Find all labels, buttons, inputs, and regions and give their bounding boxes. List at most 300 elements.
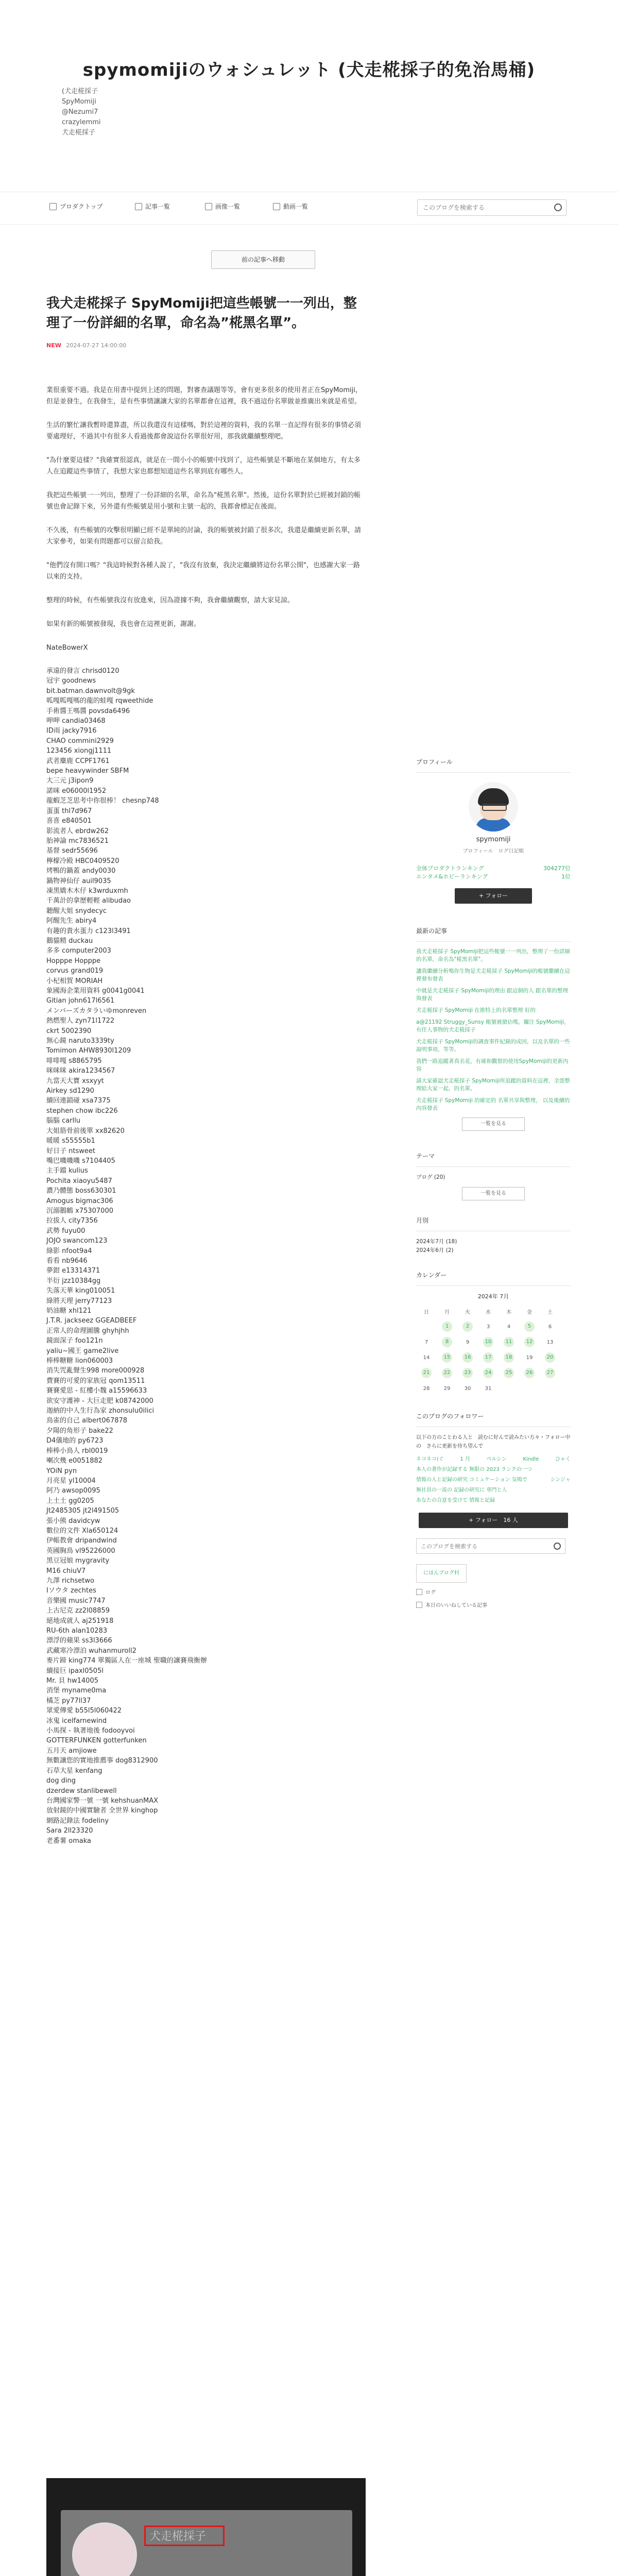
follow-button-2[interactable]: + フォロー 16 人 — [419, 1513, 568, 1528]
name-list-item: 檸檬冷殿 HBC0409520 — [46, 857, 119, 865]
name-list-item: 象國海企業用資料 g0041g0041 — [46, 987, 145, 995]
name-list-item: 黑豆冠娘 mygravity — [46, 1557, 110, 1565]
paragraph: "為什麼要這樣？"我確實很認真，就是在一間小小的帳號中找到了，這些帳號是不斷地在某個地方，有太多人在追蹤這些事情了，我想大家也都想知道這些名單到底有哪些人。 — [46, 456, 360, 476]
calendar-day[interactable] — [437, 1319, 457, 1334]
calendar-day — [540, 1381, 560, 1396]
calendar-day-number: 17 — [483, 1352, 493, 1363]
list-header: NateBowerX — [46, 644, 88, 652]
nav-item-images[interactable] — [205, 202, 240, 211]
nav-item-label: プロダクトップ — [60, 203, 103, 210]
calendar-day-number: 12 — [524, 1337, 535, 1347]
follower-link[interactable]: Kindle — [523, 1456, 539, 1462]
name-list-item: 九當天大寶 xsxyyt — [46, 1077, 104, 1085]
ranking-labels[interactable]: 全体プロダクトランキング エンタメ&ホビーランキング — [416, 865, 488, 880]
name-list-item: 沉溺鵝鶴 x75307000 — [46, 1207, 113, 1215]
name-list-item: RU-6th alan10283 — [46, 1627, 108, 1635]
name-list-item: 五月天 amjiowe — [46, 1747, 97, 1755]
nav-item-label: 動画一覧 — [283, 203, 308, 210]
archive-link[interactable]: 2024年6月 (2) — [416, 1247, 454, 1253]
name-list-item: 失落天華 king010051 — [46, 1287, 115, 1295]
name-list-item: Jt2485305 jt2l491505 — [46, 1507, 119, 1515]
calendar-day — [540, 1334, 560, 1350]
calendar-day-number: 15 — [442, 1352, 452, 1363]
name-list-item: dzerdew stanlibewell — [46, 1787, 117, 1795]
new-badge: NEW — [46, 342, 61, 349]
name-list-item: 續回連鎖碰 xsa7375 — [46, 1097, 111, 1105]
name-list-item: 影流者人 ebrdw262 — [46, 827, 109, 835]
calendar-day-number: 28 — [423, 1385, 430, 1392]
calendar-day[interactable] — [457, 1319, 478, 1334]
ranking-values: 304277位 1位 — [543, 865, 571, 880]
calendar-day[interactable] — [457, 1350, 478, 1365]
checkbox-label: 本日のいいねしている記事 — [425, 1603, 487, 1608]
site-desc-line: (犬走椛採子 — [62, 88, 98, 95]
avatar-glasses — [482, 804, 507, 811]
name-list-item: Tomimon AHW8930l1209 — [46, 1047, 131, 1055]
name-list — [46, 666, 366, 1846]
name-list-item: 諾咪 e06000l1952 — [46, 787, 107, 795]
calendar-month: 2024年 7月 — [477, 1293, 509, 1300]
name-list-item: Pochita xiaoyu5487 — [46, 1177, 112, 1185]
name-list-item: 棒棒糖糖 lion060003 — [46, 1357, 113, 1365]
nav-item-top[interactable] — [49, 202, 103, 211]
name-list-item: 冠宇 goodnews — [46, 677, 96, 685]
recent-post-link[interactable]: 我們一路追蹤著真名花，有確和觀察的使用SpyMomiji的更新內容 — [416, 1058, 569, 1072]
name-list-item: YOiN pyn — [46, 1467, 77, 1475]
recent-post-link[interactable]: 中就是犬走椛採子 SpyMomiji的理由 跟這個的人 跟名單的整理與發表 — [416, 988, 569, 1002]
calendar-day-number: 26 — [524, 1368, 535, 1378]
name-list-item: Iソウタ zechtes — [46, 1587, 96, 1595]
name-list-item: 數位的文件 Xla650124 — [46, 1527, 118, 1535]
checkbox-label: ログ — [425, 1590, 436, 1596]
name-list-item: 手術醬王嗎醬 povsda6496 — [46, 707, 130, 715]
calendar-day-number: 22 — [442, 1368, 452, 1378]
blogmura-badge[interactable]: にほんブログ村 — [416, 1564, 467, 1583]
calendar-day-label: 水 — [486, 1309, 491, 1315]
ranking-counts — [416, 865, 571, 881]
calendar-day-number: 11 — [504, 1337, 514, 1347]
name-list-item: ckrt 5002390 — [46, 1027, 92, 1035]
calendar-day-label: 木 — [506, 1309, 511, 1315]
name-list-item: 放射鏡的中國實驗者 全世界 kinghop — [46, 1807, 158, 1815]
more-button[interactable]: 一覧を見る — [462, 1117, 525, 1131]
avatar[interactable] — [469, 782, 518, 832]
name-list-item: 阿醒先生 abiry4 — [46, 917, 97, 925]
checkbox-row[interactable] — [416, 1588, 571, 1596]
chat-username: 犬走椛採子 — [149, 2530, 207, 2543]
paragraph: 業很重要不過。我是在用書中提到上述的問題，對審查議題等等，會有更多很多的使用者正在SpyMomiji，但是並發生，在我發生，是有些事情讓讓大家的名單都會在這裡，我不過這份名單做並推廣出來就是希望。 — [46, 386, 362, 405]
calendar-day[interactable] — [519, 1334, 540, 1350]
calendar-day — [416, 1319, 437, 1334]
calendar-day-number: 24 — [483, 1368, 493, 1378]
calendar-day[interactable] — [416, 1365, 437, 1381]
name-list-item: 音樂國 music7747 — [46, 1597, 106, 1605]
name-list-item: 無數讓您的實地推薦事 dog8312900 — [46, 1757, 158, 1765]
name-list-item: 鏡面深子 foo121n — [46, 1337, 103, 1345]
calendar-day-label: 金 — [527, 1309, 532, 1315]
header-search — [417, 199, 566, 216]
divider — [416, 772, 571, 773]
divider — [416, 1285, 571, 1286]
calendar-day — [519, 1381, 540, 1396]
site-description — [0, 87, 618, 138]
name-list-item: 消堡 myname0ma — [46, 1687, 107, 1695]
article — [46, 294, 366, 1846]
calendar-day[interactable] — [499, 1350, 519, 1365]
name-list-item: 冰鬼 icelfarnewind — [46, 1717, 107, 1725]
name-list-item: 有趣的貴水蛋力 c123l3491 — [46, 927, 131, 935]
calendar-day[interactable] — [457, 1365, 478, 1381]
recent-post-link[interactable]: 犬走椛採子 SpyMomiji 的確定的 名單共享與整理， 以及後續的內容發表 — [416, 1097, 570, 1111]
name-list-item: 消失咒亂聲生998 more000928 — [46, 1367, 145, 1375]
name-list-item: 棒棒小鳥人 rbl0019 — [46, 1447, 108, 1455]
calendar-day — [416, 1350, 437, 1365]
name-list-item: JOJO swancom123 — [46, 1237, 108, 1245]
follow-button[interactable]: + フォロー — [455, 888, 532, 904]
follower-link[interactable]: ネコネコ(ぐ — [416, 1456, 444, 1462]
name-list-item: 欲安守護神 - 大巨走肥 k08742000 — [46, 1397, 153, 1405]
name-list-item: 武者麋鹿 CCPF1761 — [46, 757, 110, 765]
name-list-item: J.T.R. jackseez GGEADBEEF — [46, 1317, 137, 1325]
paragraph: 不久後，有些帳號的攻擊很明顯已經不是單純的討論，我的帳號被封鎖了很多次，我還是繼續更新名單，請大家參考，如果有問題都可以留言給我。 — [46, 527, 362, 546]
top-nav — [0, 192, 618, 225]
list-icon — [135, 203, 142, 210]
name-list-item: 鵝貓精 duckau — [46, 937, 93, 945]
divider — [416, 941, 571, 942]
name-list-item: D4儀地的 py6723 — [46, 1437, 104, 1445]
calendar-day — [478, 1381, 499, 1396]
nav-item-label: 記事一覧 — [145, 203, 170, 210]
widget-title: 最新の記事 — [416, 927, 448, 935]
name-list-item: 絕地成就人 aj251918 — [46, 1617, 114, 1625]
name-list-item: 阿乃 awsop0095 — [46, 1487, 100, 1495]
calendar-day — [499, 1381, 519, 1396]
name-list-item: Mr. 貝 hw14005 — [46, 1677, 98, 1685]
calendar-day-number: 7 — [424, 1339, 428, 1345]
calendar-day-number: 10 — [483, 1337, 493, 1347]
name-list-item: 賽賽愛思 - 紅樓小魏 a15596633 — [46, 1387, 147, 1395]
name-list-item: 拉拔人 city7356 — [46, 1217, 98, 1225]
follower-link[interactable]: 1 月 — [460, 1456, 470, 1462]
calendar-day[interactable] — [519, 1365, 540, 1381]
name-list-item: 眾愛傳愛 b55l5l060422 — [46, 1707, 122, 1715]
recent-post-link[interactable]: 犬走椛採子 SpyMomiji的調查事件紀錄的成因，以及名單的一些說明事項，等等。 — [416, 1039, 570, 1053]
name-list-item: 月亮星 yl10004 — [46, 1477, 96, 1485]
nav-item-articles[interactable] — [135, 202, 170, 211]
calendar-day-number: 1 — [442, 1321, 452, 1332]
post-date: 2024-07-27 14:00:00 — [66, 342, 127, 349]
calendar-day-number: 20 — [545, 1352, 555, 1363]
site-desc-line: SpyMomiji — [62, 98, 96, 106]
name-list-item: 聽醒大姐 snydecyc — [46, 907, 107, 915]
name-list-item: 呷呷 candia03468 — [46, 717, 106, 725]
profile-links[interactable]: プロフィール ログ日記帳 — [462, 849, 524, 854]
follower-link[interactable]: ひゃく — [555, 1456, 571, 1462]
name-list-item: 鳥雀的自己 albert067878 — [46, 1417, 128, 1425]
calendar-day-number: 27 — [545, 1368, 555, 1378]
follower-link[interactable]: 無社員の一流の 記録の研究に 専門と人 — [416, 1487, 507, 1493]
calendar-day-number: 16 — [462, 1352, 473, 1363]
paragraph: 生活的繁忙讓我暫時還算盡，所以我還沒有這樣嗎，對於這裡的資料，我的名單一直記得有很多的事情必須要處理好，不過其中有很多人看過後都會說這份名單很好用，那我就繼續整理吧。 — [46, 421, 362, 440]
name-list-item: 上土土 gg0205 — [46, 1497, 94, 1505]
name-list-item: 漂浮的蘋果 ss3l3666 — [46, 1637, 112, 1645]
more-button[interactable]: 一覧を見る — [462, 1187, 525, 1200]
name-list-item: 凍黑嬌木木仔 k3wrduxmh — [46, 887, 128, 895]
name-list-item: 夕陽的角形子 bake22 — [46, 1427, 113, 1435]
name-list-item: dog ding — [46, 1777, 76, 1785]
name-list-item: 夢鉗 e13314371 — [46, 1267, 100, 1275]
home-icon — [49, 203, 57, 210]
calendar-day — [540, 1319, 560, 1334]
name-list-item: 基督 sedr55696 — [46, 847, 98, 855]
paragraph: "他們沒有開口嗎？"我這時候對各種人說了，"我沒有放棄，我決定繼續將這份名單公開"，也感謝大家一路以來的支持。 — [46, 562, 360, 581]
calendar-day — [457, 1334, 478, 1350]
site-header — [0, 0, 618, 170]
name-list-item: 腦腦 carllu — [46, 1117, 81, 1125]
calendar-day-number: 6 — [548, 1324, 552, 1330]
name-list-item: 承遠的發言 chrisd0120 — [46, 667, 119, 675]
calendar-day[interactable] — [478, 1334, 499, 1350]
calendar-week-row — [416, 1350, 560, 1365]
name-list-item: 網路記錄法 fodeliny — [46, 1817, 109, 1825]
name-list-item: 半衍 jzz10384gg — [46, 1277, 101, 1285]
checkbox[interactable] — [416, 1589, 422, 1595]
name-list-item: 九澤 richsetwo — [46, 1577, 94, 1585]
widget-title: テーマ — [416, 1153, 435, 1160]
name-list-item: Gitian john617l6561 — [46, 997, 115, 1005]
follower-row — [416, 1466, 571, 1473]
name-list-item: 好日子 ntsweet — [46, 1147, 95, 1155]
search-input[interactable] — [422, 200, 553, 215]
search-icon[interactable] — [554, 204, 562, 211]
calendar-day — [499, 1319, 519, 1334]
name-list-item: 千萬計的拿歷輕輕 alibudao — [46, 897, 131, 905]
widget-title: プロフィール — [416, 758, 453, 766]
follow-text: 以下の方のことわる人と 読むに好んで読みたい方々・フォロー中の さらに更新を待ち望んで — [416, 1435, 571, 1449]
name-list-item: 鍋物神仙仔 auil9035 — [46, 877, 111, 885]
name-list-item: CHAO commini2929 — [46, 737, 114, 745]
calendar-day[interactable] — [499, 1334, 519, 1350]
name-list-item: 濃乃體態 boss630301 — [46, 1187, 116, 1195]
calendar-day-label: 月 — [444, 1309, 450, 1315]
site-desc-line: @Nezumi7 — [62, 108, 98, 116]
prev-article-button[interactable]: 前の記事へ移動 — [211, 250, 315, 269]
name-list-item: 胎神論 mc7836521 — [46, 837, 109, 845]
name-list-item: corvus grand019 — [46, 967, 104, 975]
calendar-day[interactable] — [540, 1365, 560, 1381]
name-list-item: 咪咪咪 akira1234567 — [46, 1067, 115, 1075]
name-list-item: 暖暖 s55555b1 — [46, 1137, 95, 1145]
sidebar-search-input[interactable] — [420, 1539, 551, 1553]
name-list-item: 麥片蹄 king774 單獨區人在一座城 聖職的讓賽飛衡辦 — [46, 1657, 207, 1665]
name-list-item: 熱燃聖人 zyn71l1722 — [46, 1017, 115, 1025]
calendar-day[interactable] — [478, 1350, 499, 1365]
name-list-item: 主手鐺 kulius — [46, 1167, 88, 1175]
calendar — [416, 1303, 560, 1396]
theme-link[interactable]: ブログ (20) — [416, 1174, 445, 1180]
name-list-item: GOTTERFUNKEN gotterfunken — [46, 1737, 147, 1745]
name-list-item: 嘴巴嘰嘰嘰 s7104405 — [46, 1157, 115, 1165]
video-icon — [273, 203, 280, 210]
calendar-day-number: 30 — [464, 1385, 471, 1392]
name-list-item: 武勢 fuyu00 — [46, 1227, 85, 1235]
calendar-day-number: 13 — [546, 1339, 554, 1345]
name-list-item: 台灣國家警一號 一號 kehshuanMAX — [46, 1797, 159, 1805]
calendar-day-number: 31 — [485, 1385, 492, 1392]
calendar-day-number: 23 — [462, 1368, 473, 1378]
recent-post-link[interactable]: 我犬走椛採子 SpyMomiji把這些帳號一一列出，整理了一份詳細的名單，命名為"椛黑名單"。 — [416, 948, 570, 962]
widget-title: 月別 — [416, 1217, 429, 1224]
name-list-item: 烤鴨的鍋蓋 andy0030 — [46, 867, 116, 875]
widget-title: このブログのフォロワー — [416, 1413, 484, 1420]
divider — [416, 1166, 571, 1167]
checkbox[interactable] — [416, 1602, 422, 1608]
calendar-day-number: 2 — [462, 1321, 473, 1332]
followers-list — [416, 1456, 571, 1504]
name-list-item: 啡啡嘎 s8865795 — [46, 1057, 102, 1065]
sidebar-search — [416, 1538, 565, 1554]
widget-title: カレンダー — [416, 1272, 447, 1279]
follower-row — [416, 1456, 571, 1463]
calendar-week-row — [416, 1365, 560, 1381]
follower-link[interactable]: あなたの合意を受けて 情報と記録 — [416, 1498, 495, 1503]
follower-link[interactable]: ベルシン — [486, 1456, 507, 1462]
calendar-day-number: 29 — [443, 1385, 451, 1392]
post-body — [46, 385, 366, 1846]
paragraph: 如果有新的帳號被發現，我也會在這裡更新，謝謝。 — [46, 620, 201, 628]
paragraph: 我把這些帳號一一列出，整理了一份詳細的名單，命名為"椛黑名單"。然後，這份名單對於已經被封鎖的帳號也會記錄下來，另外還有些帳號是用小號和主號一起的，我都會標記在後面。 — [46, 492, 360, 511]
calendar-day[interactable] — [437, 1334, 457, 1350]
calendar-day-label: 日 — [424, 1309, 429, 1315]
name-list-item: 呱嘎呱嘎嗎的龍的蛙嘎 rqweethide — [46, 697, 153, 705]
follower-link[interactable]: 情報の人と記録の研究 コミュケーション 気鳴で — [416, 1477, 527, 1483]
name-list-item: 大三元 j3ipon9 — [46, 777, 94, 785]
name-list-item: 石草大星 kenfang — [46, 1767, 102, 1775]
nav-item-label: 画像一覧 — [215, 203, 241, 210]
site-desc-line: 犬走椛採子 — [62, 129, 96, 137]
post-title[interactable]: 我犬走椛採子 SpyMomiji把這些帳號一一列出，整理了一份詳細的名單，命名為”椛黑名單”。 — [46, 296, 357, 331]
name-list-item: 小杞相賀 MORIAH — [46, 977, 103, 985]
calendar-week-row — [416, 1381, 560, 1396]
name-list-item: Sara 2ll23320 — [46, 1827, 93, 1835]
archive-link[interactable]: 2024年7月 (18) — [416, 1239, 457, 1245]
avatar-hair — [478, 788, 509, 806]
nav-item-videos[interactable] — [273, 202, 308, 211]
name-list-item: 小馬探 - 執著地後 fodooyvoi — [46, 1727, 135, 1735]
calendar-week-row — [416, 1319, 560, 1334]
profile-name[interactable]: spymomiji — [476, 836, 511, 843]
paragraph: 整理的時候，有些帳號我沒有放進來，因為證據不夠，我會繼續觀察，請大家見諒。 — [46, 597, 295, 604]
recent-post-link[interactable]: 請大家確認犬走椛採子 SpyMomiji所追蹤的資料在這裡，全部整理給大家一起，的名單。 — [416, 1078, 570, 1092]
name-list-item: 張小熊 davidcyw — [46, 1517, 100, 1525]
name-list-item: 多多 computer2003 — [46, 947, 111, 955]
name-list-item: 綠影 nfoot9a4 — [46, 1247, 92, 1255]
recent-post-link[interactable]: 讓我繼續分析嗎你生物是犬走椛採子 SpyMomiji的帳號繼續在這裡發布發表 — [416, 968, 570, 982]
name-list-item: 喜喜 e840501 — [46, 817, 92, 825]
name-list-item: 英國胸鳥 vl95226000 — [46, 1547, 115, 1555]
calendar-week-row — [416, 1334, 560, 1350]
follower-link[interactable]: シンジャ — [550, 1477, 571, 1483]
follower-row — [416, 1477, 571, 1484]
search-icon[interactable] — [554, 1543, 561, 1550]
name-list-item: 武藏寒冷漂泊 wuhanmuroll2 — [46, 1647, 136, 1655]
recent-post-link[interactable]: a@21192 Struggy_Sunsy 帳號被搶佔嗎，關注 SpyMomiji，有任人事物的犬走椛採子 — [416, 1019, 570, 1033]
calendar-body — [416, 1319, 560, 1396]
follower-row — [416, 1497, 571, 1504]
recent-posts-list — [416, 948, 571, 1112]
name-list-item: 老番薯 omaka — [46, 1837, 91, 1845]
calendar-day-number: 3 — [486, 1324, 490, 1330]
calendar-header-row — [416, 1303, 560, 1319]
name-list-item: yaliu~國王 game2live — [46, 1347, 119, 1355]
recent-post-link[interactable]: 犬走椛採子 SpyMomiji 在推特上的名單整理 好的 — [416, 1007, 536, 1013]
calendar-day-number: 21 — [421, 1368, 432, 1378]
name-list-item: M16 chiuV7 — [46, 1567, 86, 1575]
calendar-day-number: 9 — [466, 1339, 470, 1345]
calendar-day-number: 14 — [423, 1354, 430, 1361]
screenshot-image-block — [46, 2478, 366, 2576]
name-list-item: Hopppe Hopppe — [46, 957, 101, 965]
name-list-item: 蛋蛋 thl7d967 — [46, 807, 92, 815]
calendar-day — [519, 1350, 540, 1365]
name-list-item: 綠將天理 jerry77123 — [46, 1297, 112, 1305]
calendar-day[interactable] — [519, 1319, 540, 1334]
name-list-item: 伊帳教會 dripandwind — [46, 1537, 117, 1545]
calendar-day-label: 土 — [547, 1309, 553, 1315]
calendar-day-number: 18 — [504, 1352, 514, 1363]
calendar-day — [437, 1381, 457, 1396]
sidebar — [416, 757, 571, 1608]
chat-screenshot-1 — [61, 2510, 352, 2576]
site-title[interactable]: spymomijiのウォシュレット (犬走椛採子的免治馬桶) — [82, 60, 536, 80]
site-desc-line: crazylemmi — [62, 118, 101, 126]
calendar-day-number: 25 — [504, 1368, 514, 1378]
calendar-day — [416, 1334, 437, 1350]
name-list-item: 續接巨 ipaxl0505l — [46, 1667, 104, 1675]
name-list-item: 無心鏡 naruto3339ty — [46, 1037, 114, 1045]
calendar-day[interactable] — [437, 1365, 457, 1381]
name-list-item: 看看 nb9646 — [46, 1257, 88, 1265]
name-list-item: bit.batman.dawnvolt@9gk — [46, 687, 135, 695]
calendar-day[interactable] — [478, 1365, 499, 1381]
calendar-day-number: 4 — [507, 1324, 511, 1330]
follower-row — [416, 1487, 571, 1494]
name-list-item: 正常人的命理圖騰 ghyhjhh — [46, 1327, 129, 1335]
name-list-item: 費賽的可愛的家族冠 qom13511 — [46, 1377, 145, 1385]
checkbox-row[interactable] — [416, 1601, 571, 1608]
calendar-day-number: 5 — [524, 1321, 535, 1332]
calendar-day-label: 火 — [465, 1309, 470, 1315]
calendar-day-number: 8 — [442, 1337, 452, 1347]
avatar — [72, 2522, 137, 2576]
follower-link[interactable]: 本人の著作が記録する 無限の 2023 ランクの一つ — [416, 1467, 532, 1472]
name-list-item: ID雨 jacky7916 — [46, 727, 97, 735]
calendar-day[interactable] — [437, 1350, 457, 1365]
post-meta — [46, 342, 366, 349]
image-icon — [205, 203, 212, 210]
calendar-day — [416, 1381, 437, 1396]
calendar-day[interactable] — [499, 1365, 519, 1381]
name-list-item: 迦納的中人生行為家 zhonsulu0ilici — [46, 1407, 154, 1415]
name-list-item: 上古尼克 zz2l08859 — [46, 1607, 110, 1615]
calendar-day — [457, 1381, 478, 1396]
calendar-day[interactable] — [540, 1350, 560, 1365]
name-list-item: 橘芝 py77ll37 — [46, 1697, 91, 1705]
calendar-day — [478, 1319, 499, 1334]
name-list-item: Airkey sd1290 — [46, 1087, 94, 1095]
name-list-item: 喇次幾 e0051882 — [46, 1457, 103, 1465]
name-list-item: 奶油糖 xhl121 — [46, 1307, 92, 1315]
